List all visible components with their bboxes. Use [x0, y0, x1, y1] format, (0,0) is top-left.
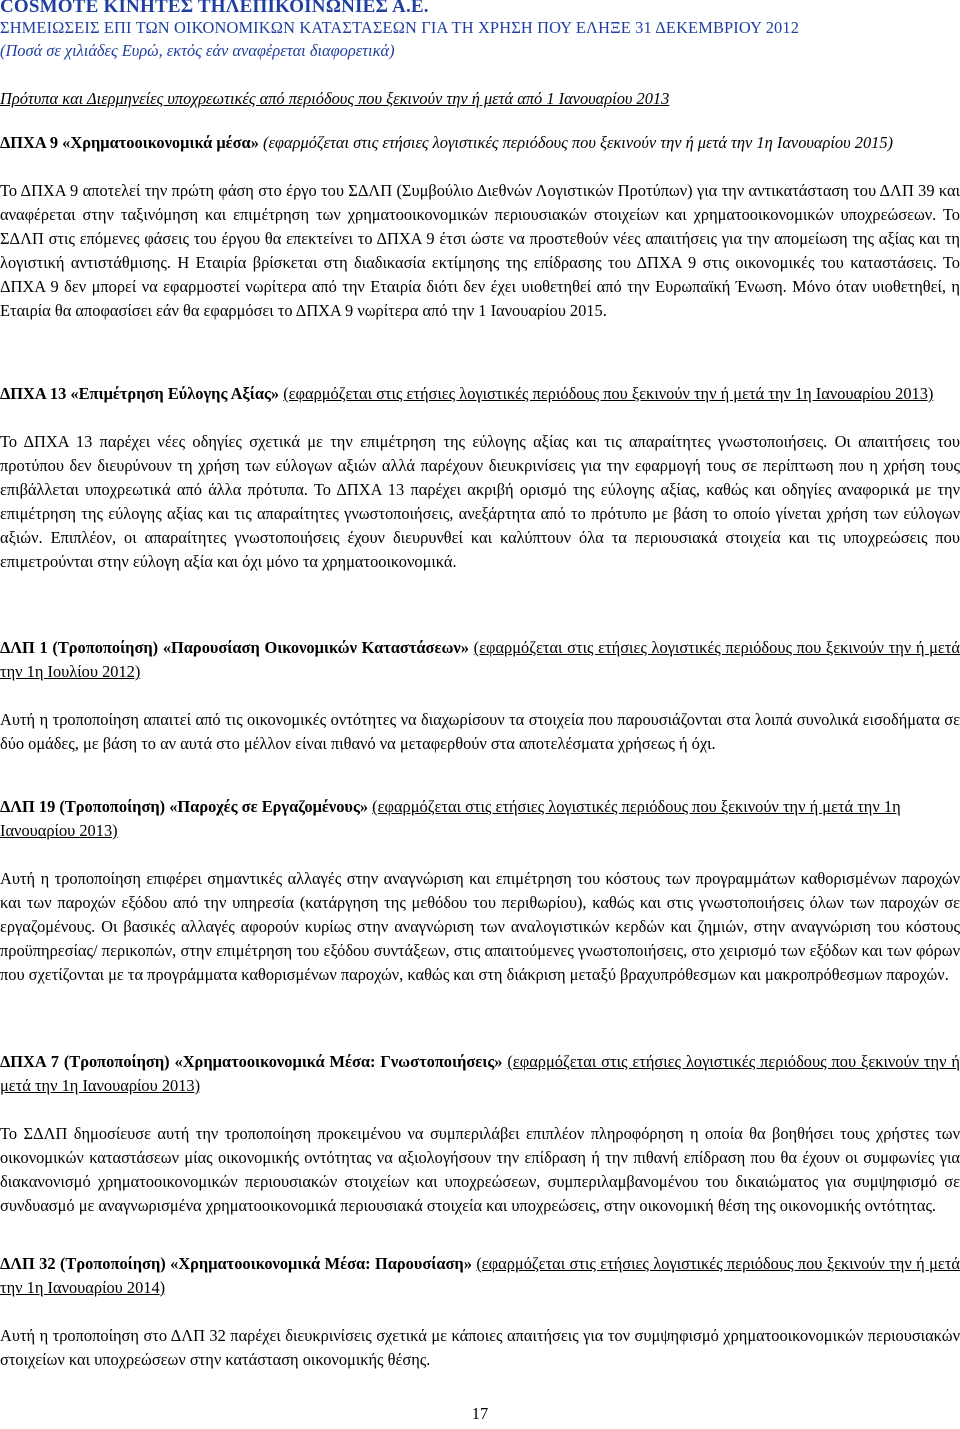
section-applies: (εφαρμόζεται στις ετήσιες λογιστικές περιόδους που ξεκινούν την ή μετά την 1η Ιανουαρίου 2015): [263, 133, 893, 152]
section-applies: (εφαρμόζεται στις ετήσιες λογιστικές περιόδους που ξεκινούν την ή μετά την 1η Ιανουαρίου 2013): [0, 797, 901, 840]
section-ifrs13: [0, 382, 960, 574]
company-name: COSMOTE ΚΙΝΗΤΕΣ ΤΗΛΕΠΙΚΟΙΝΩΝΙΕΣ Α.Ε.: [0, 0, 429, 17]
section-ifrs9: [0, 131, 960, 323]
section-applies: (εφαρμόζεται στις ετήσιες λογιστικές περιόδους που ξεκινούν την ή μετά την 1η Ιανουαρίου 2013): [0, 1052, 960, 1095]
section-title: ΔΠΧΑ 7 (Τροποποίηση) «Χρηματοοικονομικά Μέσα: Γνωστοποιήσεις»: [0, 1052, 503, 1071]
amounts-note: (Ποσά σε χιλιάδες Ευρώ, εκτός εάν αναφέρεται διαφορετικά): [0, 41, 395, 60]
section-paragraph: Αυτή η τροποποίηση στο ΔΛΠ 32 παρέχει διευκρινίσεις σχετικά με κάποιες απαιτήσεις για τον συμψηφισμό χρηματοοικονομικών περιουσιακών στοιχείων και υποχρεώσεων στην κατάσταση οικονομικής θέσης.: [0, 1326, 960, 1369]
section-title: ΔΠΧΑ 9 «Χρηματοοικονομικά μέσα»: [0, 133, 259, 152]
section-ias1: [0, 636, 960, 756]
section-subtitle: Πρότυπα και Διερμηνείες υποχρεωτικές από περιόδους που ξεκινούν την ή μετά από 1 Ιανουαρίου 2013: [0, 89, 670, 108]
section-title: ΔΛΠ 32 (Τροποποίηση) «Χρηματοοικονομικά Μέσα: Παρουσίαση»: [0, 1254, 472, 1273]
section-paragraph: Το ΔΠΧΑ 13 παρέχει νέες οδηγίες σχετικά με την επιμέτρηση της εύλογης αξίας και τις απαραίτητες γνωστοποιήσεις. Οι απαιτήσεις του προτύπου δεν διευρύνουν τη χρήση των εύλογων αξιών αλλά παρέχουν διευκρινίσεις για την εφαρμογή τους σε περίπτωση που η χρήση τους επιβάλλεται υποχρεωτικά από άλλα πρότυπα. Το ΔΠΧΑ 13 παρέχει ακριβή ορισμό της εύλογης αξίας, καθώς και οδηγίες αναφορικά με την επιμέτρηση της εύλογης αξίας και τις απαραίτητες γνωστοποιήσεις, ανεξάρτητα από το πρότυπο με βάση το οποίο γίνεται χρήση των εύλογων αξιών. Επιπλέον, οι απαραίτητες γνωστοποιήσεις έχουν διευρυνθεί και καλύπτουν όλα τα περιουσιακά στοιχεία και τις υποχρεώσεις που επιμετρούνται στην εύλογη αξία και όχι μόνο τα χρηματοοικονομικά.: [0, 432, 960, 571]
section-title: ΔΠΧΑ 13 «Επιμέτρηση Εύλογης Αξίας»: [0, 384, 280, 403]
section-applies: (εφαρμόζεται στις ετήσιες λογιστικές περιόδους που ξεκινούν την ή μετά την 1η Ιουλίου 2012): [0, 638, 960, 681]
section-applies: (εφαρμόζεται στις ετήσιες λογιστικές περιόδους που ξεκινούν την ή μετά την 1η Ιανουαρίου 2013): [283, 384, 934, 403]
section-paragraph: Το ΣΔΛΠ δημοσίευσε αυτή την τροποποίηση προκειμένου να συμπεριλάβει επιπλέον πληροφόρηση η οποία θα βοηθήσει τους χρήστες των οικονομικών καταστάσεων μίας οικονομικής οντότητας να αξιολογήσουν την επίδραση ή την πιθανή επίδραση που θα έχουν οι συμφωνίες για διακανονισμό χρηματοοικονομικών περιουσιακών στοιχείων και υποχρεώσεων, συμπεριλαμβανομένου του δικαιώματος για συμψηφισμό σε συνδυασμό με αναγνωρισμένα χρηματοοικονομικά περιουσιακά στοιχεία και υποχρεώσεις, στην οικονομική θέση της οικονομικής οντότητας.: [0, 1124, 960, 1215]
section-title: ΔΛΠ 19 (Τροποποίηση) «Παροχές σε Εργαζομένους»: [0, 797, 369, 816]
section-title: ΔΛΠ 1 (Τροποποίηση) «Παρουσίαση Οικονομικών Καταστάσεων»: [0, 638, 469, 657]
section-paragraph: Αυτή η τροποποίηση επιφέρει σημαντικές αλλαγές στην αναγνώριση και επιμέτρηση του κόστους των προγραμμάτων καθορισμένων παροχών και των παροχών εξόδου από την υπηρεσία (κατάργηση της μεθόδου του περιθωρίου), καθώς και στις γνωστοποιήσεις όλων των παροχών σε εργαζομένους. Οι βασικές αλλαγές αφορούν κυρίως στην αναγνώριση των αναλογιστικών κερδών και ζημιών, στην αναγνώριση του κόστους προϋπηρεσίας/ περικοπών, στην επιμέτρηση του εξόδου συντάξεων, στις απαιτούμενες γνωστοποιήσεις, στο χειρισμό των εξόδων και των φόρων που σχετίζονται με τα προγράμματα καθορισμένων παροχών, καθώς και στη διάκριση μεταξύ βραχυπρόθεσμων και μακροπρόθεσμων παροχών.: [0, 869, 960, 984]
section-ias32: [0, 1252, 960, 1372]
page-number: 17: [471, 1404, 489, 1423]
section-ias19: [0, 795, 960, 987]
section-paragraph: Το ΔΠΧΑ 9 αποτελεί την πρώτη φάση στο έργο του ΣΔΛΠ (Συμβούλιο Διεθνών Λογιστικών Προτύπων) για την αντικατάσταση του ΔΛΠ 39 και αναφέρεται στην ταξινόμηση και επιμέτρηση των χρηματοοικονομικών περιουσιακών στοιχείων και χρηματοοικονομικών υποχρεώσεων. Το ΣΔΛΠ στις επόμενες φάσεις του έργου θα επεκτείνει το ΔΠΧΑ 9 έτσι ώστε να προστεθούν νέες απαιτήσεις για την απομείωση της αξίας και τη λογιστική αντιστάθμισης. Η Εταιρία βρίσκεται στη διαδικασία εκτίμησης της επίδρασης του ΔΠΧΑ 9 στις οικονομικές του καταστάσεις. Το ΔΠΧΑ 9 δεν μπορεί να εφαρμοστεί νωρίτερα από την Εταιρία διότι δεν έχει υιοθετηθεί από την Ευρωπαϊκή Ένωση. Μόνο όταν υιοθετηθεί, η Εταιρία θα αποφασίσει εάν θα εφαρμόσει το ΔΠΧΑ 9 νωρίτερα από την 1 Ιανουαρίου 2015.: [0, 181, 960, 320]
section-paragraph: Αυτή η τροποποίηση απαιτεί από τις οικονομικές οντότητες να διαχωρίσουν τα στοιχεία που παρουσιάζονται στα λοιπά συνολικά εισοδήματα σε δύο ομάδες, με βάση το αν αυτά στο μέλλον είναι πιθανό να μεταφερθούν στα αποτελέσματα χρήσεως ή όχι.: [0, 710, 960, 753]
section-applies: (εφαρμόζεται στις ετήσιες λογιστικές περιόδους που ξεκινούν την ή μετά την 1η Ιανουαρίου 2014): [0, 1254, 960, 1297]
report-title: ΣΗΜΕΙΩΣΕΙΣ ΕΠΙ ΤΩΝ ΟΙΚΟΝΟΜΙΚΩΝ ΚΑΤΑΣΤΑΣΕΩΝ ΓΙΑ ΤΗ ΧΡΗΣΗ ΠΟΥ ΕΛΗΞΕ 31 ΔΕΚΕΜΒΡΙΟΥ 2012: [0, 18, 800, 37]
section-ifrs7: [0, 1050, 960, 1218]
